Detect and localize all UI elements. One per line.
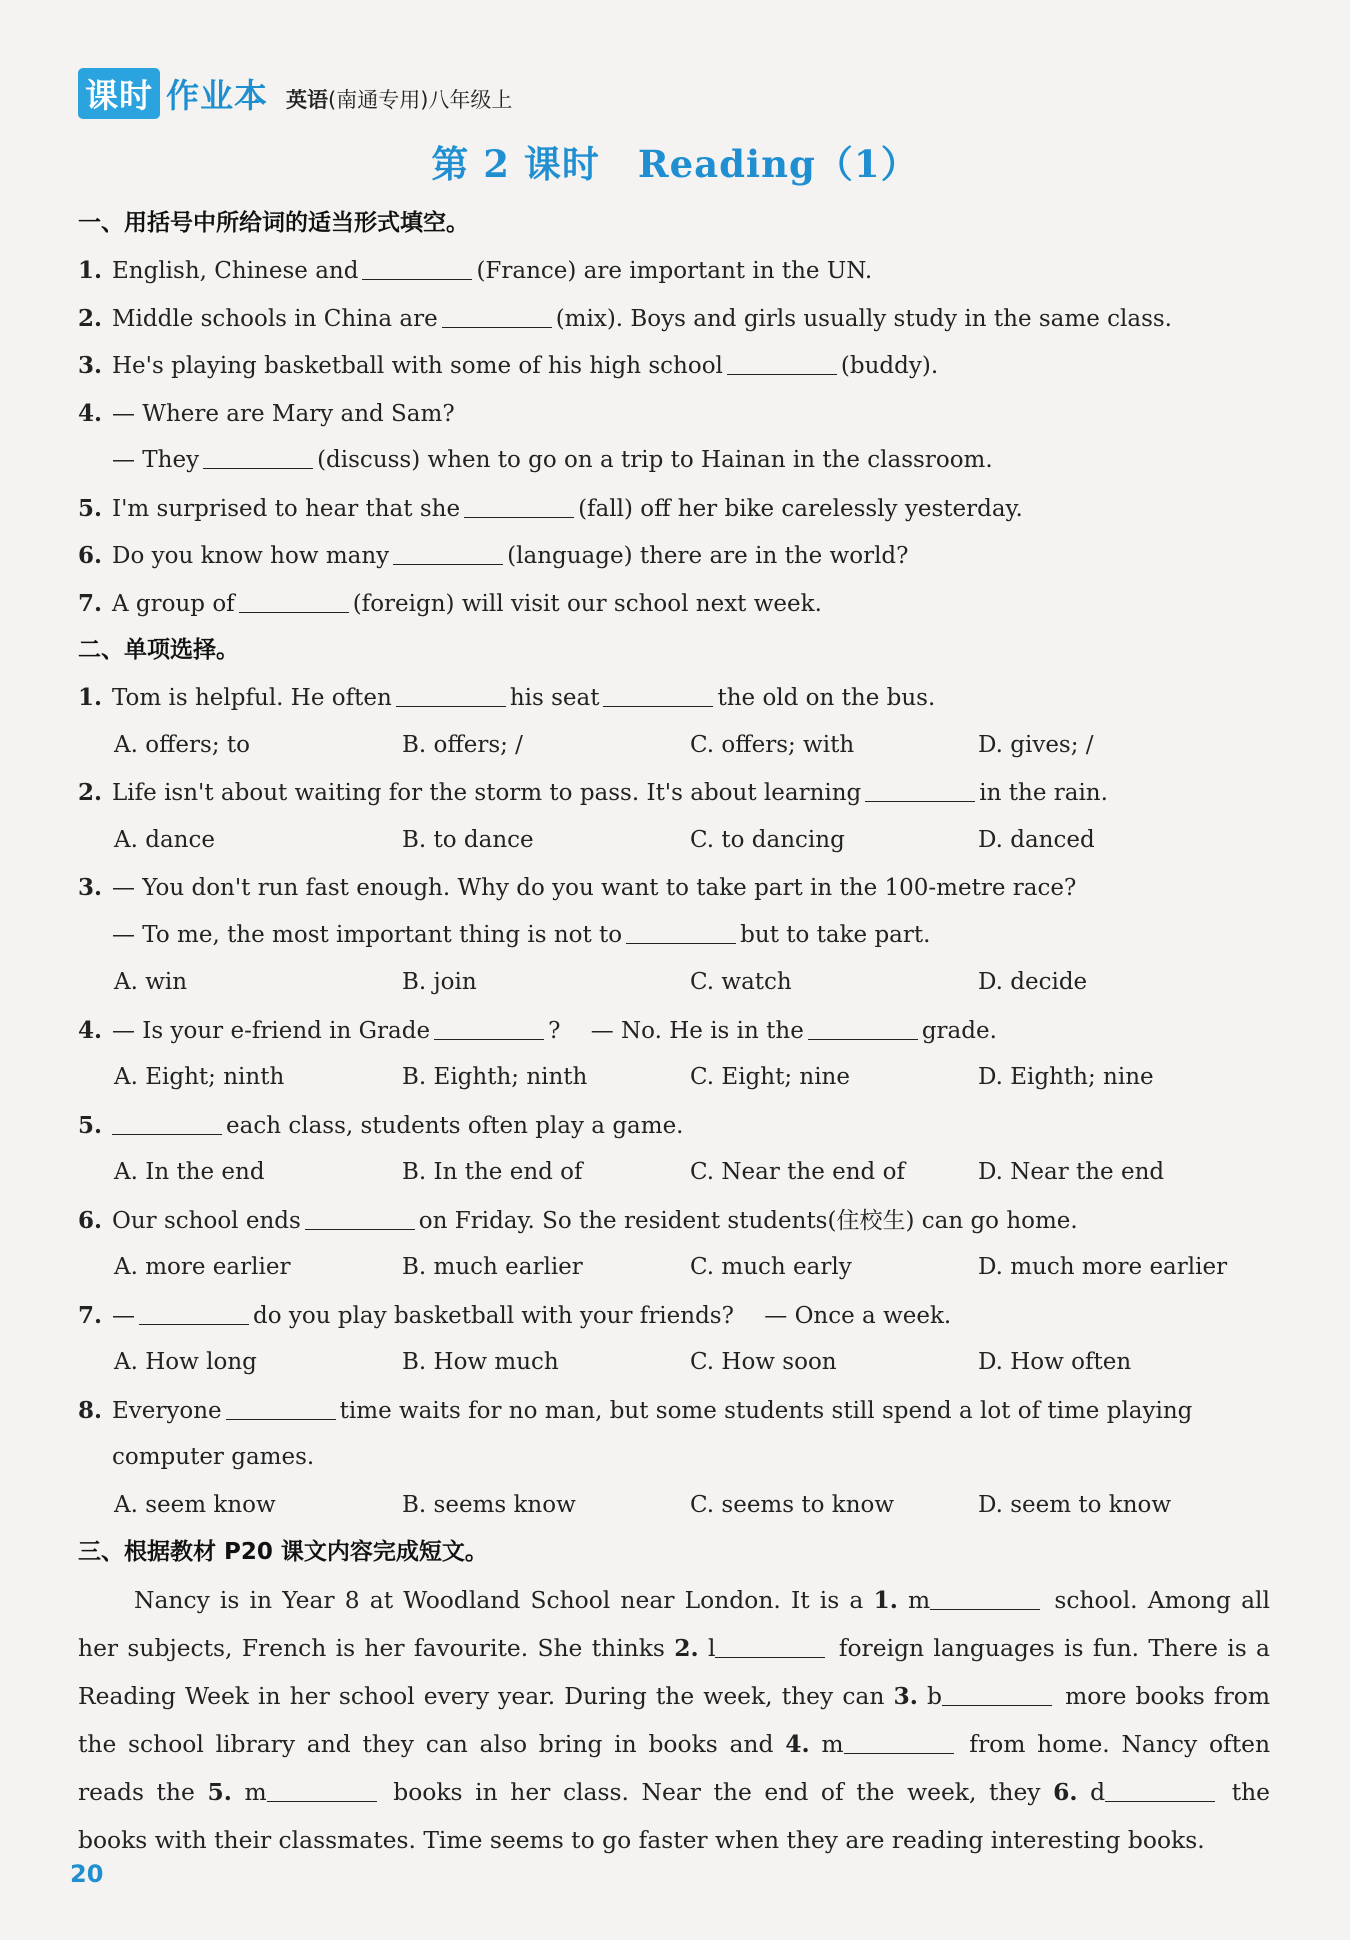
options-row <box>78 1149 1270 1197</box>
section-1-heading: 一、用括号中所给词的适当形式填空。 <box>78 210 469 236</box>
item-number: 6. <box>78 1206 103 1234</box>
item-number: 4. <box>78 399 103 427</box>
passage-text: reads the <box>78 1778 195 1806</box>
blank-initial: b <box>927 1682 943 1710</box>
question-text: each class, students often play a game. <box>226 1112 684 1139</box>
answer-blank[interactable] <box>112 1133 222 1135</box>
option-c[interactable]: C. to dancing <box>690 826 845 853</box>
passage-text: foreign languages is fun. There is a <box>838 1634 1271 1662</box>
blank-number: 1. <box>873 1586 898 1614</box>
question-text: his seat <box>509 685 600 711</box>
option-d[interactable]: D. much more earlier <box>978 1254 1228 1280</box>
answer-blank[interactable] <box>267 1800 377 1802</box>
option-b[interactable]: B. In the end of <box>402 1159 583 1185</box>
item-text: I'm surprised to hear that she <box>112 495 461 522</box>
option-d[interactable]: D. Eighth; nine <box>978 1064 1154 1090</box>
question-text: Life isn't about waiting for the storm to pass. It's about learning <box>112 780 862 806</box>
item-number: 2. <box>78 304 103 332</box>
answer-blank[interactable] <box>393 563 503 565</box>
answer-blank[interactable] <box>362 278 472 280</box>
option-b[interactable]: B. Eighth; ninth <box>402 1064 588 1090</box>
choice-question <box>78 1102 1270 1150</box>
passage-line <box>78 1816 1270 1864</box>
answer-blank[interactable] <box>442 326 552 328</box>
item-text: (buddy). <box>840 353 939 379</box>
question-text: the old on the bus. <box>717 685 936 711</box>
question-text: — Is your e-friend in Grade <box>112 1017 431 1044</box>
blank-initial: l <box>708 1634 716 1662</box>
passage-text: the <box>1231 1778 1271 1806</box>
answer-blank[interactable] <box>715 1656 825 1658</box>
item-number: 1. <box>78 257 103 284</box>
question-text: do you play basketball with your friends? — Once a week. <box>253 1302 952 1329</box>
choice-question <box>78 1292 1270 1340</box>
question-text: computer games. <box>112 1444 315 1470</box>
blank-number: 4. <box>785 1730 810 1758</box>
question-text: — <box>112 1302 135 1329</box>
option-c[interactable]: C. Near the end of <box>690 1159 905 1185</box>
option-d[interactable]: D. danced <box>978 826 1095 853</box>
passage-text: school. Among all <box>1054 1586 1270 1614</box>
item-number: 6. <box>78 542 103 569</box>
option-b[interactable]: B. to dance <box>402 826 534 853</box>
blank-number: 6. <box>1053 1778 1078 1806</box>
choice-question-cont <box>78 1434 1270 1482</box>
options-row <box>78 1482 1270 1530</box>
option-b[interactable]: B. seems know <box>402 1491 576 1518</box>
answer-blank[interactable] <box>626 942 736 944</box>
item-text: Middle schools in China are <box>112 305 438 332</box>
option-b[interactable]: B. How much <box>402 1349 559 1375</box>
option-b[interactable]: B. much earlier <box>402 1254 583 1280</box>
question-text: but to take part. <box>740 921 931 948</box>
option-a[interactable]: A. offers; to <box>114 731 250 758</box>
options-row <box>78 959 1270 1007</box>
option-c[interactable]: C. watch <box>690 969 792 995</box>
blank-initial: d <box>1090 1778 1106 1806</box>
answer-blank[interactable] <box>139 1323 249 1325</box>
answer-blank[interactable] <box>808 1038 918 1040</box>
item-text: — They <box>112 447 200 473</box>
cloze-passage <box>78 1576 1270 1864</box>
options-row <box>78 817 1270 865</box>
answer-blank[interactable] <box>203 467 313 469</box>
item-number: 3. <box>78 352 103 379</box>
fill-item <box>78 342 1270 390</box>
book-title <box>286 84 512 114</box>
option-a[interactable]: A. seem know <box>114 1491 276 1518</box>
item-text: (France) are important in the UN. <box>476 258 873 284</box>
subject: 英语 <box>286 88 328 112</box>
item-number: 2. <box>78 779 103 806</box>
section-2-heading: 二、单项选择。 <box>78 637 239 663</box>
fill-item <box>78 437 1270 485</box>
passage-line <box>78 1576 1270 1624</box>
passage-line <box>78 1672 1270 1720</box>
question-text: Everyone <box>112 1397 222 1424</box>
choice-question <box>78 769 1270 817</box>
blank-number: 5. <box>207 1778 232 1806</box>
fill-item <box>78 247 1270 295</box>
option-b[interactable]: B. offers; / <box>402 731 523 758</box>
section-1-items <box>78 247 1270 627</box>
passage-line <box>78 1720 1270 1768</box>
question-text: — To me, the most important thing is not to <box>112 921 623 948</box>
option-a[interactable]: A. more earlier <box>114 1254 291 1280</box>
choice-question <box>78 1387 1270 1435</box>
item-number: 4. <box>78 1016 103 1044</box>
options-row <box>78 1339 1270 1387</box>
passage-text: Nancy is in Year 8 at Woodland School near London. It is a <box>134 1586 864 1614</box>
answer-blank[interactable] <box>464 516 574 518</box>
question-text: time waits for no man, but some students still spend a lot of time playing <box>339 1397 1193 1424</box>
option-a[interactable]: A. win <box>114 969 188 995</box>
option-c[interactable]: C. seems to know <box>690 1491 895 1518</box>
passage-text: the school library and they can also bring in books and <box>78 1730 774 1758</box>
item-text: English, Chinese and <box>112 258 359 284</box>
answer-blank[interactable] <box>239 611 349 613</box>
blank-initial: m <box>244 1778 267 1806</box>
answer-blank[interactable] <box>226 1418 336 1420</box>
section-3-heading: 三、根据教材 P20 课文内容完成短文。 <box>78 1539 488 1565</box>
item-number: 5. <box>78 494 103 522</box>
option-c[interactable]: C. much early <box>690 1254 852 1280</box>
option-a[interactable]: A. In the end <box>114 1159 265 1185</box>
options-row <box>78 722 1270 770</box>
answer-blank[interactable] <box>942 1704 1052 1706</box>
item-number: 8. <box>78 1396 103 1424</box>
item-text: Do you know how many <box>112 543 390 569</box>
options-row <box>78 1054 1270 1102</box>
question-text: — You don't run fast enough. Why do you want to take part in the 100-metre race? <box>112 875 1077 901</box>
option-a[interactable]: A. How long <box>114 1349 257 1375</box>
answer-blank[interactable] <box>844 1752 954 1754</box>
option-c[interactable]: C. Eight; nine <box>690 1064 850 1090</box>
question-text: Our school ends <box>112 1207 301 1234</box>
exercise-content <box>78 200 1270 1864</box>
fill-item <box>78 532 1270 580</box>
item-text: (language) there are in the world? <box>507 543 909 569</box>
answer-blank[interactable] <box>396 705 506 707</box>
item-text: (fall) off her bike carelessly yesterday. <box>578 495 1023 522</box>
item-number: 1. <box>78 684 103 711</box>
passage-text: Reading Week in her school every year. During the week, they can <box>78 1682 885 1710</box>
option-a[interactable]: A. Eight; ninth <box>114 1064 285 1090</box>
answer-blank[interactable] <box>930 1608 1040 1610</box>
option-c[interactable]: C. How soon <box>690 1349 837 1375</box>
choice-question <box>78 1197 1270 1245</box>
passage-text: books with their classmates. Time seems to go faster when they are reading interesting books. <box>78 1826 1205 1854</box>
blank-number: 3. <box>893 1682 918 1710</box>
option-d[interactable]: D. How often <box>978 1349 1132 1375</box>
question-text: grade. <box>921 1017 997 1044</box>
fill-item <box>78 485 1270 533</box>
passage-text: books in her class. Near the end of the week, they <box>393 1778 1041 1806</box>
page-header <box>78 68 512 119</box>
options-row <box>78 1244 1270 1292</box>
question-text: ? — No. He is in the <box>548 1017 804 1044</box>
passage-text: more books from <box>1065 1682 1271 1710</box>
item-number: 5. <box>78 1111 103 1139</box>
choice-question <box>78 1007 1270 1055</box>
lesson-title: 第 2 课时 Reading（1） <box>431 142 919 186</box>
item-text: (discuss) when to go on a trip to Hainan in the classroom. <box>317 447 993 473</box>
option-a[interactable]: A. dance <box>114 826 215 853</box>
item-text: (mix). Boys and girls usually study in the same class. <box>555 305 1172 332</box>
fill-item <box>78 580 1270 628</box>
blank-initial: m <box>821 1730 844 1758</box>
option-d[interactable]: D. seem to know <box>978 1491 1172 1518</box>
option-b[interactable]: B. join <box>402 969 477 995</box>
blank-initial: m <box>908 1586 931 1614</box>
option-c[interactable]: C. offers; with <box>690 731 855 758</box>
question-text: in the rain. <box>979 780 1108 806</box>
logo-badge: 课时 <box>78 68 160 119</box>
answer-blank[interactable] <box>434 1038 544 1040</box>
blank-number: 2. <box>674 1634 699 1662</box>
item-number: 3. <box>78 874 103 901</box>
book-detail: (南通专用)八年级上 <box>328 88 513 112</box>
question-text: on Friday. So the resident students(住校生) can go home. <box>418 1207 1078 1234</box>
option-d[interactable]: D. gives; / <box>978 731 1094 758</box>
option-d[interactable]: D. decide <box>978 969 1088 995</box>
item-text: He's playing basketball with some of his high school <box>112 353 723 379</box>
passage-line <box>78 1768 1270 1816</box>
choice-question <box>78 674 1270 722</box>
answer-blank[interactable] <box>1105 1800 1215 1802</box>
answer-blank[interactable] <box>865 800 975 802</box>
passage-text: her subjects, French is her favourite. She thinks <box>78 1634 665 1662</box>
item-text: A group of <box>112 590 235 617</box>
question-text: Tom is helpful. He often <box>112 685 392 711</box>
answer-blank[interactable] <box>305 1228 415 1230</box>
item-number: 7. <box>78 589 103 617</box>
passage-text: from home. Nancy often <box>969 1730 1271 1758</box>
answer-blank[interactable] <box>727 373 837 375</box>
item-text: (foreign) will visit our school next week. <box>352 590 822 617</box>
fill-item <box>78 295 1270 343</box>
item-number: 7. <box>78 1301 103 1329</box>
answer-blank[interactable] <box>603 705 713 707</box>
item-text: — Where are Mary and Sam? <box>112 400 455 427</box>
choice-question <box>78 864 1270 912</box>
logo-text: 作业本 <box>166 76 268 115</box>
page-number: 20 <box>70 1860 104 1888</box>
option-d[interactable]: D. Near the end <box>978 1159 1165 1185</box>
fill-item <box>78 390 1270 438</box>
choice-question-cont <box>78 912 1270 960</box>
passage-line <box>78 1624 1270 1672</box>
